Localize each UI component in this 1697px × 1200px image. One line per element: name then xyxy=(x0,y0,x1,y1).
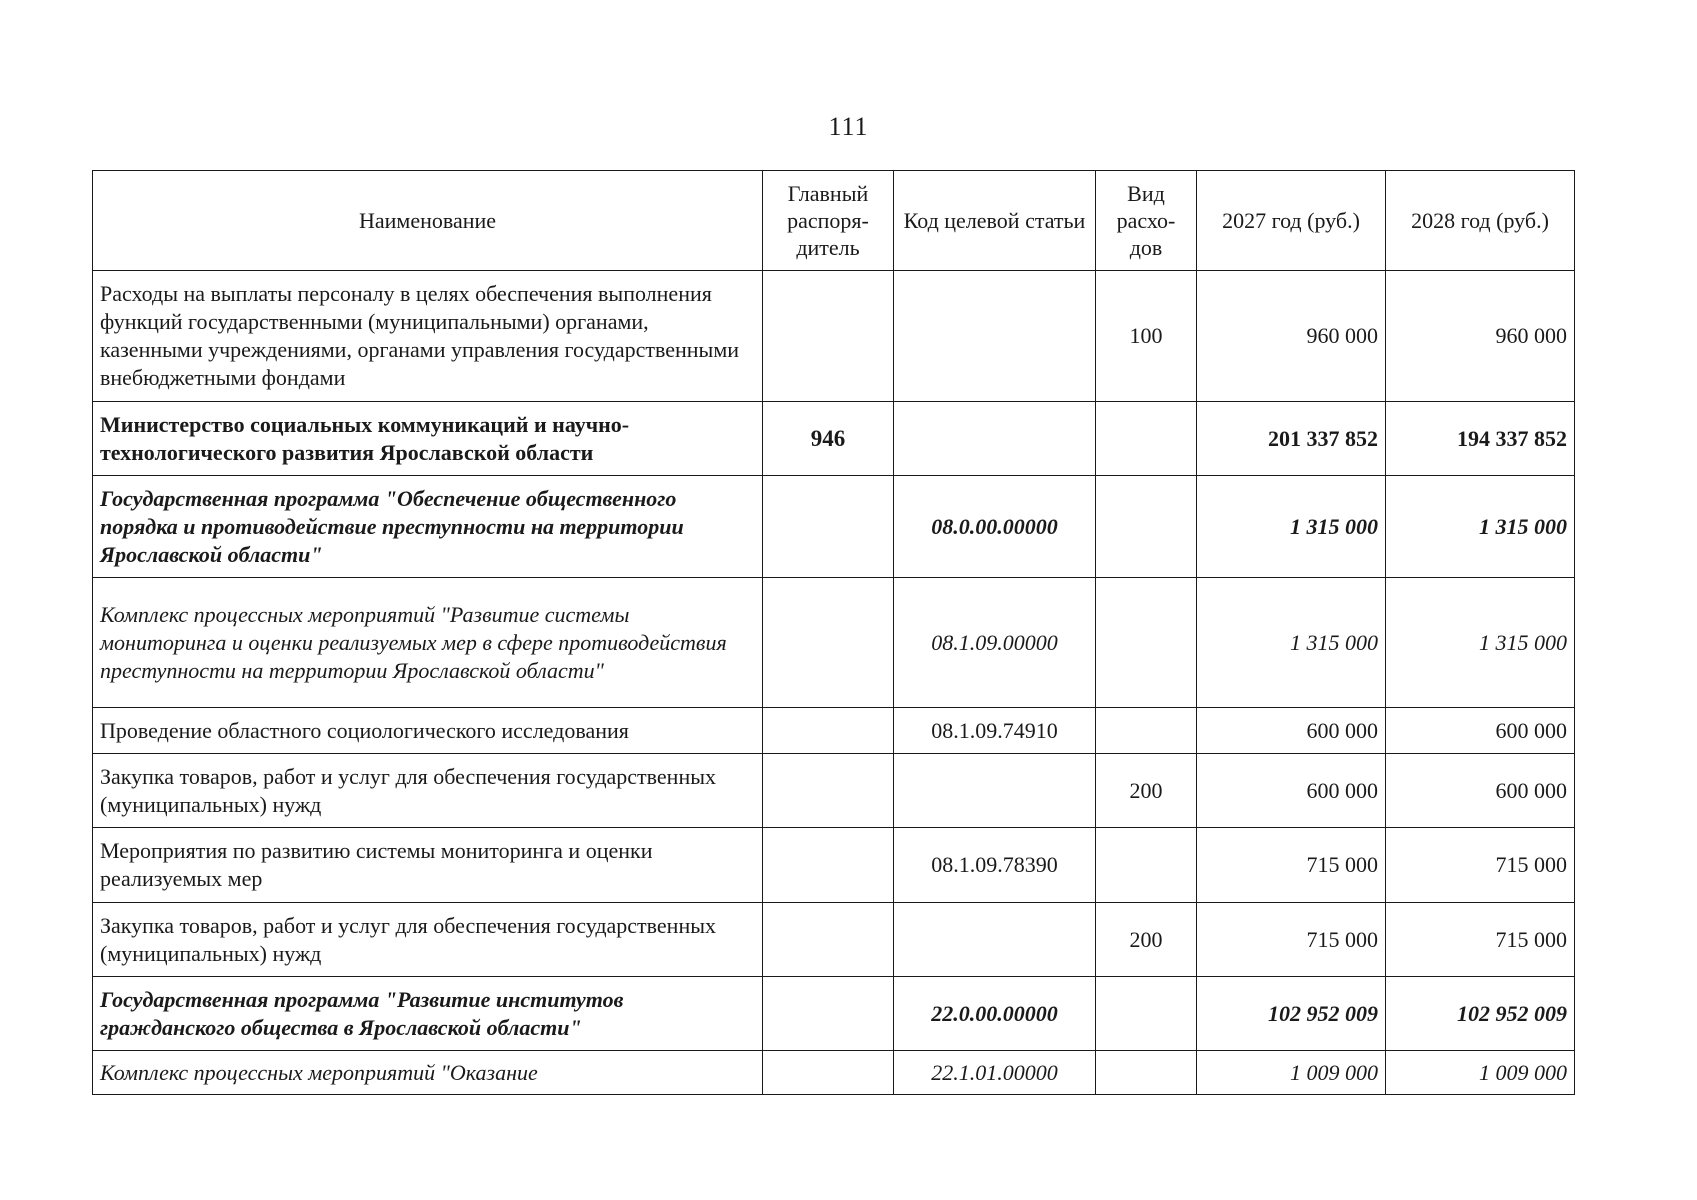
cell-name: Комплекс процессных мероприятий "Оказание xyxy=(93,1051,763,1095)
cell-name: Государственная программа "Обеспечение общественного порядка и противодействие преступности на территории Ярославской области" xyxy=(93,476,763,578)
cell-2028: 102 952 009 xyxy=(1386,977,1575,1051)
cell-gr xyxy=(763,708,894,754)
cell-kod xyxy=(894,903,1096,977)
header-2027: 2027 год (руб.) xyxy=(1197,171,1386,271)
cell-kod xyxy=(894,402,1096,476)
cell-gr: 946 xyxy=(763,402,894,476)
cell-2027: 201 337 852 xyxy=(1197,402,1386,476)
cell-gr xyxy=(763,476,894,578)
cell-kod: 08.1.09.78390 xyxy=(894,828,1096,903)
table-row xyxy=(93,708,1575,754)
table-row xyxy=(93,1051,1575,1095)
cell-name: Закупка товаров, работ и услуг для обеспечения государственных (муниципальных) нужд xyxy=(93,754,763,828)
cell-2027: 715 000 xyxy=(1197,903,1386,977)
cell-gr xyxy=(763,977,894,1051)
cell-2027: 600 000 xyxy=(1197,708,1386,754)
table-row xyxy=(93,754,1575,828)
cell-2027: 1 315 000 xyxy=(1197,578,1386,708)
cell-vid: 100 xyxy=(1096,271,1197,402)
cell-name: Проведение областного социологического исследования xyxy=(93,708,763,754)
cell-gr xyxy=(763,903,894,977)
cell-2028: 715 000 xyxy=(1386,828,1575,903)
header-glavny: Главный распоря-дитель xyxy=(763,171,894,271)
cell-kod xyxy=(894,754,1096,828)
cell-name: Министерство социальных коммуникаций и научно-технологического развития Ярославской области xyxy=(93,402,763,476)
table-row xyxy=(93,977,1575,1051)
table-row xyxy=(93,578,1575,708)
header-vid: Вид расхо-дов xyxy=(1096,171,1197,271)
cell-2028: 1 009 000 xyxy=(1386,1051,1575,1095)
table-row xyxy=(93,271,1575,402)
cell-gr xyxy=(763,271,894,402)
cell-gr xyxy=(763,578,894,708)
cell-vid xyxy=(1096,1051,1197,1095)
header-name: Наименование xyxy=(93,171,763,271)
cell-name: Мероприятия по развитию системы мониторинга и оценки реализуемых мер xyxy=(93,828,763,903)
cell-2027: 1 315 000 xyxy=(1197,476,1386,578)
page-number: 111 xyxy=(828,112,869,141)
header-2028: 2028 год (руб.) xyxy=(1386,171,1575,271)
cell-2027: 715 000 xyxy=(1197,828,1386,903)
cell-vid: 200 xyxy=(1096,903,1197,977)
cell-vid xyxy=(1096,578,1197,708)
cell-gr xyxy=(763,828,894,903)
table-row xyxy=(93,476,1575,578)
cell-vid xyxy=(1096,977,1197,1051)
cell-name: Расходы на выплаты персоналу в целях обеспечения выполнения функций государственными (муниципальными) органами, казенными учреждениями, органами управления государственными внебюджетными фондами xyxy=(93,271,763,402)
cell-gr xyxy=(763,1051,894,1095)
table-row xyxy=(93,903,1575,977)
cell-2028: 194 337 852 xyxy=(1386,402,1575,476)
cell-vid xyxy=(1096,402,1197,476)
table-row xyxy=(93,402,1575,476)
cell-2028: 1 315 000 xyxy=(1386,476,1575,578)
cell-2027: 600 000 xyxy=(1197,754,1386,828)
cell-2028: 600 000 xyxy=(1386,708,1575,754)
cell-2027: 102 952 009 xyxy=(1197,977,1386,1051)
cell-kod: 08.0.00.00000 xyxy=(894,476,1096,578)
cell-vid xyxy=(1096,476,1197,578)
cell-name: Комплекс процессных мероприятий "Развитие системы мониторинга и оценки реализуемых мер в сфере противодействия преступности на территории Ярославской области" xyxy=(93,578,763,708)
cell-name: Закупка товаров, работ и услуг для обеспечения государственных (муниципальных) нужд xyxy=(93,903,763,977)
cell-kod xyxy=(894,271,1096,402)
cell-kod: 22.0.00.00000 xyxy=(894,977,1096,1051)
cell-kod: 08.1.09.74910 xyxy=(894,708,1096,754)
table-header-row xyxy=(93,171,1575,271)
table-row xyxy=(93,828,1575,903)
cell-gr xyxy=(763,754,894,828)
cell-2027: 960 000 xyxy=(1197,271,1386,402)
header-kod: Код целевой статьи xyxy=(894,171,1096,271)
cell-kod: 08.1.09.00000 xyxy=(894,578,1096,708)
cell-name: Государственная программа "Развитие институтов гражданского общества в Ярославской области" xyxy=(93,977,763,1051)
cell-2027: 1 009 000 xyxy=(1197,1051,1386,1095)
cell-kod: 22.1.01.00000 xyxy=(894,1051,1096,1095)
cell-2028: 960 000 xyxy=(1386,271,1575,402)
cell-vid: 200 xyxy=(1096,754,1197,828)
cell-vid xyxy=(1096,708,1197,754)
cell-2028: 600 000 xyxy=(1386,754,1575,828)
cell-vid xyxy=(1096,828,1197,903)
budget-table xyxy=(92,170,1575,1095)
cell-2028: 715 000 xyxy=(1386,903,1575,977)
cell-2028: 1 315 000 xyxy=(1386,578,1575,708)
